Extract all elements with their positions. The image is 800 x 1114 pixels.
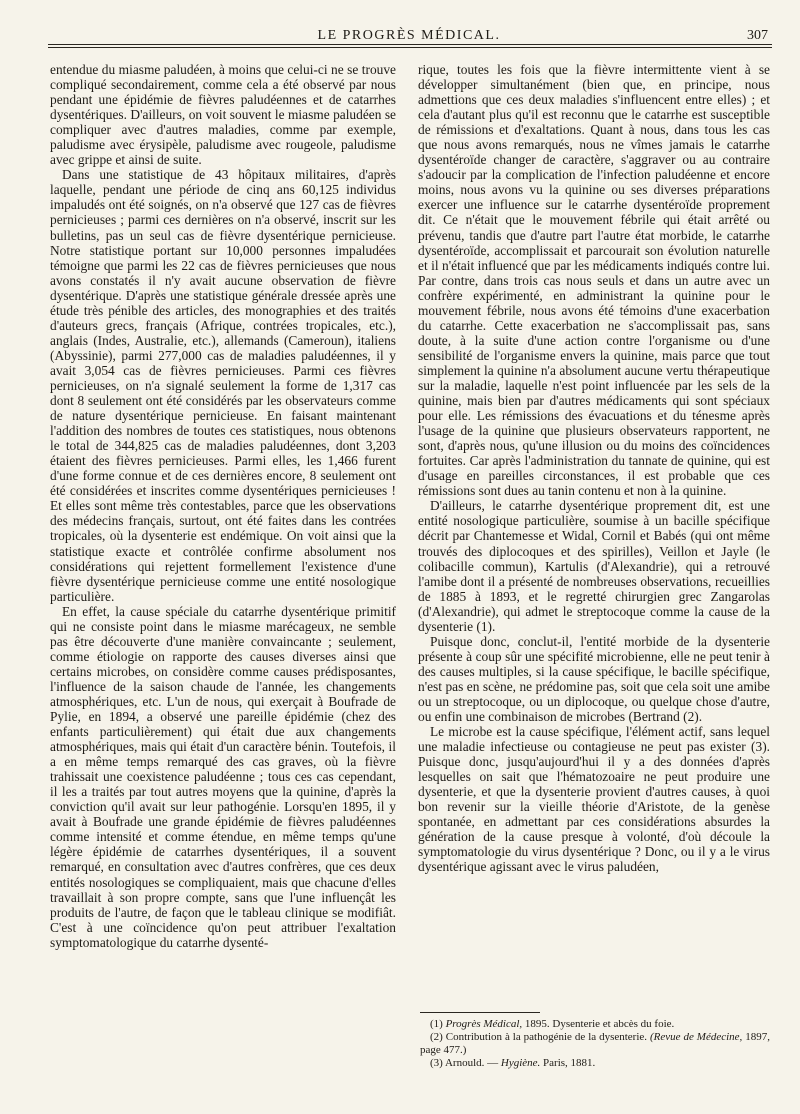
footnote-journal: (Revue de Médecine, (649, 1031, 743, 1043)
page-number: 307 (747, 28, 768, 43)
paragraph: En effet, la cause spéciale du catarrhe dysentérique primitif qui ne consiste point dans le miasme marécageux, ne semble pas être découverte d'une manière convaincante ; seulement, comme étiologie on rapporte des causes diverses ainsi que certains microbes, on considère comme causes prédisposantes, l'influence de la saison chaude de l'année, les changements atmosphériques, etc. L'un de nous, qui exerçait à Boufrade de Pylie, en 1894, a observé une pareille épidémie (chez des enfants particulièrement) qui était due aux changements atmosphériques, mais qui était d'un caractère bénin. Toutefois, il a en même temps remarqué des cas graves, où la fièvre trahissait une coexistence paludéenne ; tous ces cas cependant, il les a traités par tout autres moyens que la quinine, d'après la conviction qu'il avait sur leur pathogénie. Lorsqu'en 1895, il y avait à Boufrade une grande épidémie de fièvres paludéennes comme intensité et comme étendue, en même temps qu'une légère épidémie de catarrhes dysentériques, il a souvent remarqué, en consultation avec d'autres confrères, que ces deux entités nosologiques se compliquaient, mais que chacune d'elles travaillait à son propre compte, sans que l'une influençât les produits de l'autre, de façon que le tableau clinique se modifiât. C'est à une coïncidence qu'on peut attribuer l'exaltation symptomatologique du catarrhe dysenté- (50, 603, 396, 950)
footnote-rule (420, 1012, 540, 1013)
paragraph: entendue du miasme paludéen, à moins que celui-ci ne se trouve compliqué secondairement, comme cela a été observé par nous pendant une épidémie de fièvres paludéennes et de catarrhes dysentériques. D'ailleurs, on voit souvent le miasme paludéen se compliquer avec d'autres maladies, comme par exemple, paludisme avec érysipèle, paludisme avec rougeole, paludisme avec grippe et ainsi de suite. (50, 62, 396, 168)
footnote-3 (420, 1057, 770, 1070)
footnote-1 (420, 1018, 770, 1031)
footnotes (420, 1018, 770, 1070)
paragraph: Le microbe est la cause spécifique, l'élément actif, sans lequel une maladie infectieuse ou contagieuse ne peut pas exister (3). Puisque donc, jusqu'aujourd'hui il y a des données d'après lesquelles on sait que l'hématozoaire ne peut produire une dysenterie, et que la dysenterie provient d'autres causes, à quoi bon revenir sur la vieille théorie d'Aristote, de la genèse spontanée, en admettant par ces considérations absurdes la génération de la cause presque à volonté, d'où découle la symptomatologie du virus dysentérique ? Donc, ou il y a le virus dysentérique agissant avec le virus paludéen, (418, 724, 770, 875)
header-rule-double (48, 47, 772, 48)
right-column (418, 62, 770, 875)
footnote-text: Paris, 1881. (540, 1057, 596, 1069)
footnote-text: 1895. Dysenterie et abcès du foie. (522, 1018, 675, 1030)
footnote-text: 1897, page 477.) (420, 1031, 770, 1056)
paragraph: Puisque donc, conclut-il, l'entité morbide de la dysenterie présente à coup sûr une spécifité microbienne, elle ne peut tenir à des causes multiples, si la cause spécifique, le bacille spécifique, n'est pas en scène, ne prédomine pas, soit que cela soit une amibe ou un streptocoque, ou un diplocoque, ou quelque chose d'autre, ou enfin une combinaison de microbes (Bertrand (2). (418, 633, 770, 725)
footnote-text: (3) Arnould. — (430, 1057, 501, 1069)
paragraph: Dans une statistique de 43 hôpitaux militaires, d'après laquelle, pendant une période de cinq ans 60,125 individus impaludés ont été soignés, on n'a observé que 127 cas de fièvres pernicieuses ; parmi ces dernières on n'a observé, inscrit sur les bulletins, pas un seul cas de fièvre dysentérique pernicieuse. Notre statistique portant sur 10,000 personnes impaludées témoigne que parmi les 22 cas de fièvres pernicieuses que nous avons constatés il n'y avait aucune observation de fièvre dysentérique. D'après une statistique générale dressée après une étude très pénible des articles, des monographies et des traités d'auteurs grecs, français (Afrique, contrées tropicales, etc.), anglais (Indes, Australie, etc.), allemands (Cameroun), italiens (Abyssinie), parmi 277,000 cas de maladies paludéennes, il y avait 3,054 cas de fièvres pernicieuses. Parmi ces fièvres pernicieuses, on n'a signalé seulement la forme de 1,317 cas dont 8 seulement ont été considérés par les observateurs comme de nature dysentérique pernicieuse. En faisant maintenant l'addition des nombres de toutes ces statistiques, nous obtenons le total de 344,825 cas de maladies paludéennes, dont 3,203 étaient des fièvres pernicieuses. Parmi elles, les 1,466 furent d'une forme connue et de ces dernières encore, 8 seulement ont été considérées et inscrites comme dysentériques pernicieuses ! Et elles sont même très contestables, parce que les observations des médecins français, surtout, ont été faites dans les contrées tropicales, où la dysenterie est endémique. On voit ainsi que la statistique exacte et contrôlée confirme absolument nos considérations qui rejettent formellement l'existence d'une fièvre dysentérique pernicieuse comme une entité nosologique particulière. (50, 167, 396, 604)
journal-title: LE PROGRÈS MÉDICAL. (317, 28, 501, 43)
paragraph: rique, toutes les fois que la fièvre intermittente vient à se développer simultanément (bien que, en principe, nous admettions que ces deux maladies s'influencent entre elles) ; et cela d'autant plus qu'il est reconnu que le catarrhe est susceptible de rémissions et d'exaltations. Quant à nous, dans tous les cas que nous avons remarqués, nous ne vîmes jamais le catarrhe dysentéroïde changer de caractère, s'aggraver ou au contraire s'adoucir par la complication de l'infection paludéenne et encore moins, nous avons vu la quinine ou ses diverses préparations exercer une influence sur le catarrhe dysentéroïde proprement dit. Ce n'était que le mouvement fébrile qui était arrêté ou prévenu, tandis que d'autre part l'autre état morbide, le catarrhe dysentéroïde, accomplissait et parcourait son évolution naturelle et il n'était influencé que par les médicaments indiqués contre lui. Par contre, dans trois cas nous seuls et dans un autre avec un confrère expérimenté, en administrant la quinine pour le mouvement fébrile, nous avons été témoins d'une exacerbation du catarrhe. Cette exacerbation ne s'accomplissait pas, sans doute, à la suite d'une action contre l'organisme ou d'une sensibilité de l'organisme envers la quinine, mais parce que tout simplement la quinine n'a absolument aucune vertu thérapeutique sur la maladie, laquelle n'est point influencée par les sels de la quinine, mais bien par d'autres médicaments qui sont spéciaux pour elle. Les rémissions des évacuations et du ténesme après l'usage de la quinine que plusieurs observateurs rapportent, ne sont, d'après nous, qu'une illusion ou du moins des coïncidences fortuites. Car après l'administration du tannate de quinine, qui est d'usage en pareilles circonstances, il est probable que ces rémissions sont dues au tanin contenu et non à la quinine. (418, 62, 770, 499)
header-rule (48, 44, 772, 45)
footnote-2 (420, 1031, 770, 1057)
left-column (50, 62, 396, 950)
footnote-text: (2) Contribution à la pathogénie de la dysenterie. (430, 1031, 650, 1043)
footnote-number: (1) (430, 1018, 443, 1030)
footnote-journal: Hygiène. (500, 1057, 541, 1069)
paragraph: D'ailleurs, le catarrhe dysentérique proprement dit, est une entité nosologique particulière, soumise à un bacille spécifique décrit par Chantemesse et Widal, Cornil et Babés (qui ont même trouvés des diplocoques et des spirilles), Veillon et Jayle (le colibacille commun), Kartulis (d'Alexandrie), qui a retrouvé l'amibe dont il a présenté de nombreuses observations, recueillies de 1885 à 1893, et le regretté chirurgien grec Zangarolas (d'Alexandrie), qui admet le streptocoque comme la cause de la dysenterie (1). (418, 498, 770, 634)
footnote-journal: Progrès Médical, (445, 1018, 523, 1030)
